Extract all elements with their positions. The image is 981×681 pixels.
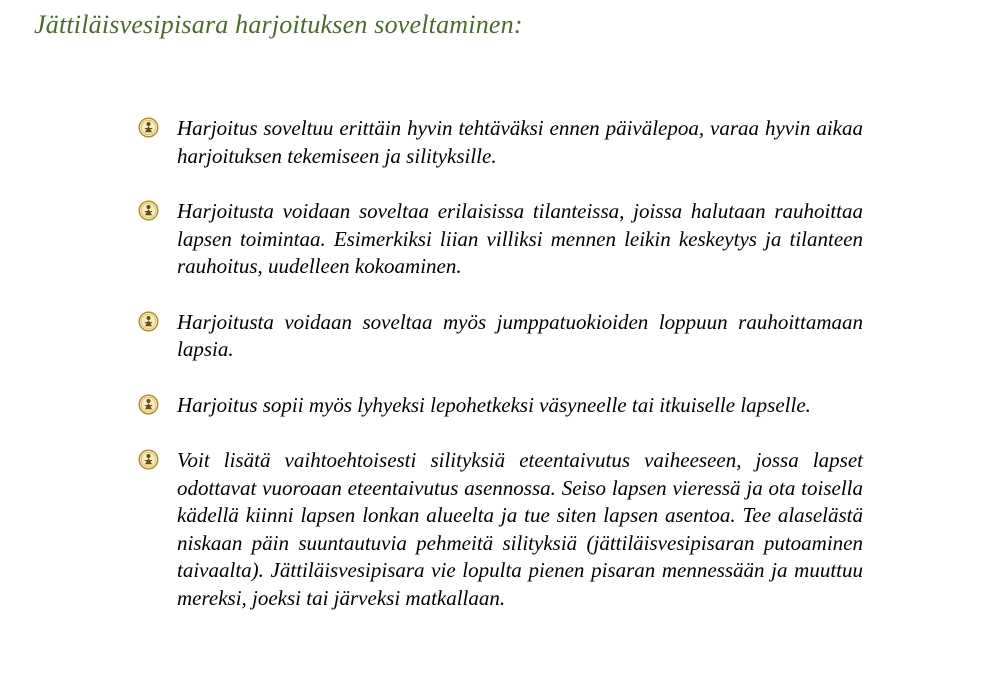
list-item-text: Harjoitusta voidaan soveltaa erilaisissa tilanteissa, joissa halutaan rauhoittaa lapsen toimintaa. Esimerkiksi liian villiksi mennen leikin keskeytys ja tilanteen rauhoitus, uudelleen kokoaminen. [177,199,863,278]
list-item [138,115,863,170]
application-list [138,115,863,612]
round-figure-bullet-icon [138,311,159,332]
list-item [138,392,863,420]
list-item [138,309,863,364]
round-figure-bullet-icon [138,200,159,221]
list-item-text: Voit lisätä vaihtoehtoisesti silityksiä eteentaivutus vaiheeseen, jossa lapset odottavat vuoroaan eteentaivutus asennossa. Seiso lapsen vieressä ja ota toisella kädellä kiinni lapsen lonkan alueelta ja tue siten lapsen asentoa. Tee alaselästä niskaan päin suuntautuvia pehmeitä silityksiä (jättiläisvesipisaran putoaminen taivaalta). Jättiläisvesipisara vie lopulta pienen pisaran mennessään ja muuttuu mereksi, joeksi tai järveksi matkallaan. [177,448,863,610]
list-item-text: Harjoitus soveltuu erittäin hyvin tehtäväksi ennen päivälepoa, varaa hyvin aikaa harjoituksen tekemiseen ja silityksille. [177,116,863,168]
round-figure-bullet-icon [138,449,159,470]
round-figure-bullet-icon [138,394,159,415]
list-item-text: Harjoitus sopii myös lyhyeksi lepohetkeksi väsyneelle tai itkuiselle lapselle. [177,392,811,417]
list-item-text: Harjoitusta voidaan soveltaa myös jumppatuokioiden loppuun rauhoittamaan lapsia. [177,309,863,361]
list-item [138,447,863,612]
round-figure-bullet-icon [138,117,159,138]
list-item [138,198,863,281]
document-heading: Jättiläisvesipisara harjoituksen soveltaminen: [34,10,523,39]
